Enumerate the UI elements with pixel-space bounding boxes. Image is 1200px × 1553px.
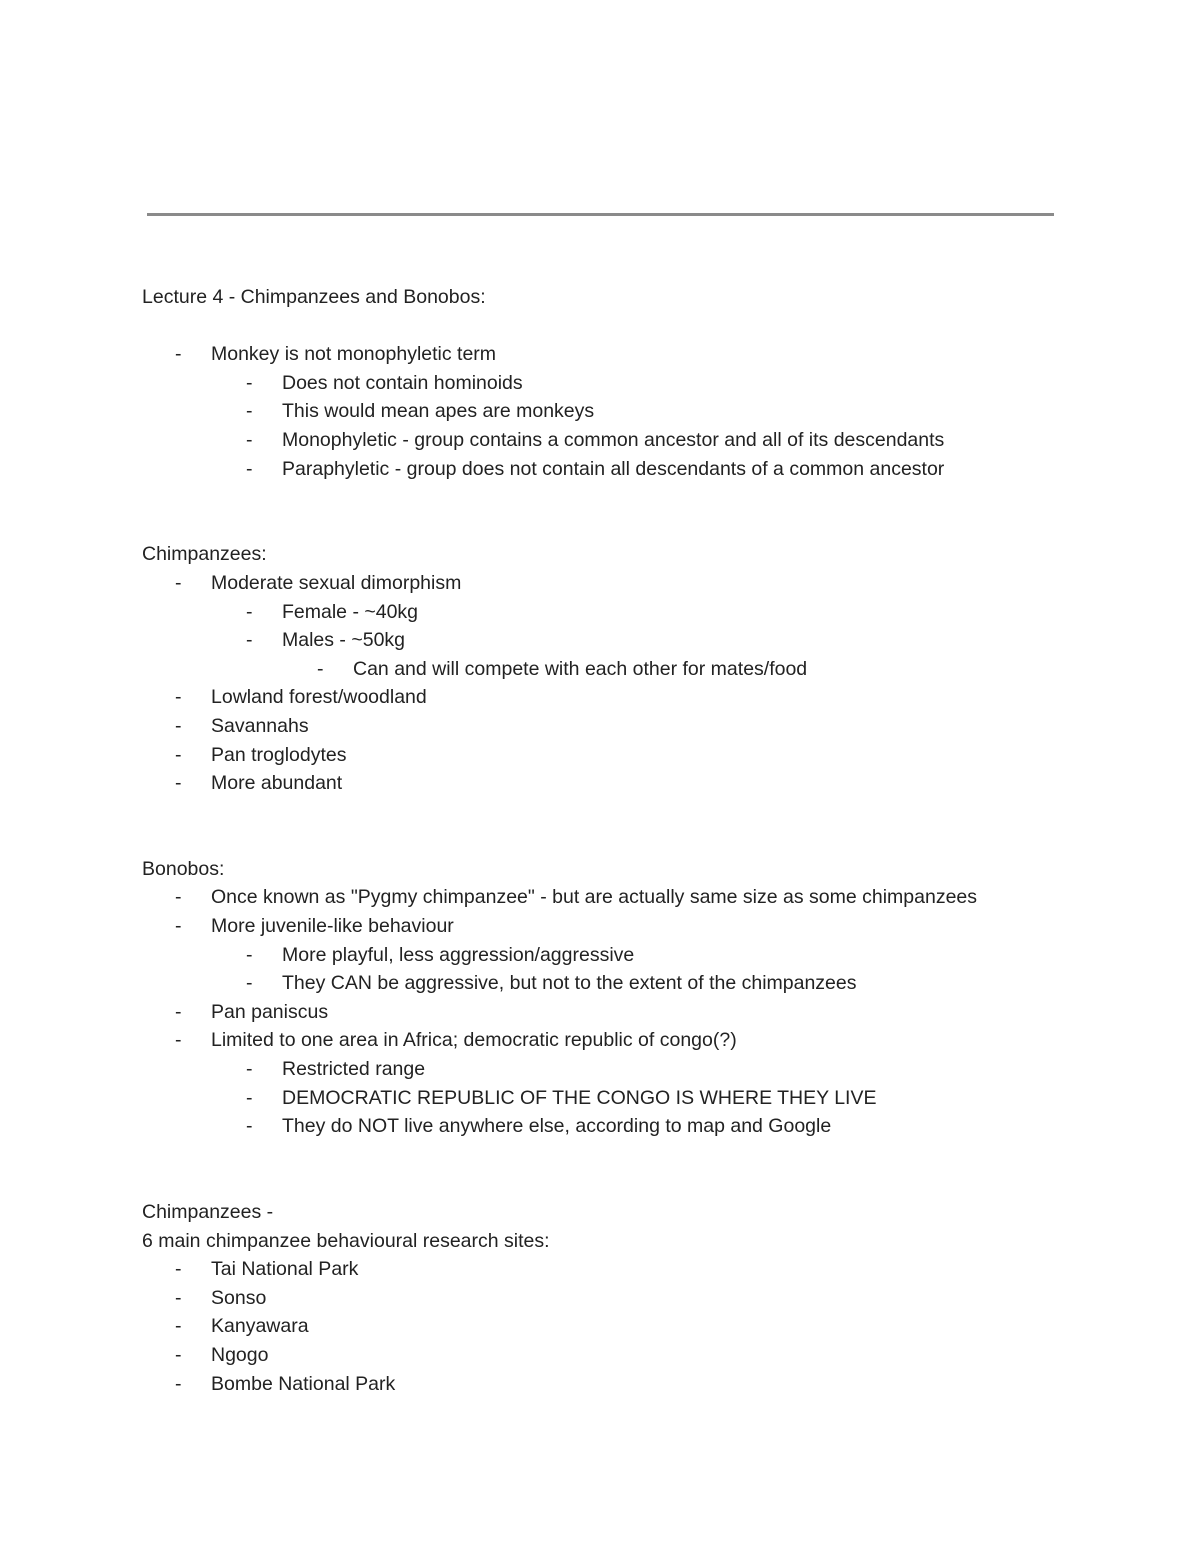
bullet-dash: - [246,1058,253,1081]
bullet-dash: - [246,600,253,623]
list-item [142,912,1142,941]
bullet-dash: - [175,1286,182,1309]
bullet-dash: - [175,1000,182,1023]
list-item-text: Monkey is not monophyletic term [211,343,497,366]
list-item [142,769,1142,798]
list-item-text: Does not contain hominoids [282,371,523,394]
list-item-text: Savannahs [211,714,309,737]
list-item-text: DEMOCRATIC REPUBLIC OF THE CONGO IS WHERE THEY LIVE [282,1086,877,1109]
bullet-dash: - [175,1315,182,1338]
list-item [142,712,1142,741]
horizontal-rule [147,213,1054,216]
list-item-text: Restricted range [282,1058,426,1081]
list-item-text: Monophyletic - group contains a common ancestor and all of its descendants [282,428,945,451]
spacer [142,312,1142,341]
section-heading-chimpanzees: Chimpanzees: [142,543,267,566]
list-item-text: They CAN be aggressive, but not to the extent of the chimpanzees [282,972,857,995]
spacer [142,1141,1142,1198]
list-item-text: Ngogo [211,1343,269,1366]
bullet-dash: - [317,657,324,680]
list-item [142,741,1142,770]
list-item-text: Lowland forest/woodland [211,686,427,709]
list-item [142,998,1142,1027]
list-item-text: Paraphyletic - group does not contain all descendants of a common ancestor [282,457,945,480]
bullet-dash: - [175,1343,182,1366]
bullet-dash: - [175,915,182,938]
list-item-text: Tai National Park [211,1258,359,1281]
list-item [142,369,1142,398]
list-item [142,340,1142,369]
list-item-text: Sonso [211,1286,267,1309]
list-item [142,1112,1142,1141]
list-item [142,683,1142,712]
list-item-text: Moderate sexual dimorphism [211,571,462,594]
list-item-text: More abundant [211,772,343,795]
list-item [142,598,1142,627]
spacer [142,798,1142,855]
section-heading-research: Chimpanzees - [142,1201,274,1223]
list-item-text: Pan troglodytes [211,743,347,766]
bullet-dash: - [175,714,182,737]
list-item [142,1284,1142,1313]
list-item [142,569,1142,598]
list-item-text: They do NOT live anywhere else, according to map and Google [282,1115,832,1138]
list-item [142,626,1142,655]
list-item [142,1055,1142,1084]
list-item-text: Males - ~50kg [282,629,406,652]
list-item-text: More juvenile-like behaviour [211,915,454,938]
list-item-text: Kanyawara [211,1315,309,1338]
list-item-text: Once known as "Pygmy chimpanzee" - but are actually same size as some chimpanzees [211,886,978,909]
bullet-dash: - [175,686,182,709]
list-item [142,969,1142,998]
bullet-dash: - [175,571,182,594]
bullet-dash: - [246,943,253,966]
bullet-dash: - [175,772,182,795]
list-item-text: Female - ~40kg [282,600,419,623]
bullet-dash: - [246,457,253,480]
section-heading-bonobos: Bonobos: [142,857,225,880]
list-item [142,1312,1142,1341]
bullet-dash: - [175,343,182,366]
list-item [142,883,1142,912]
bullet-dash: - [246,1115,253,1138]
list-item-text: Bombe National Park [211,1372,396,1395]
list-item [142,1341,1142,1370]
spacer [142,483,1142,540]
bullet-dash: - [246,371,253,394]
page-title: Lecture 4 - Chimpanzees and Bonobos: [142,286,486,308]
list-item [142,455,1142,484]
bullet-dash: - [246,629,253,652]
bullet-dash: - [175,1029,182,1052]
list-item [142,1084,1142,1113]
list-item-text: More playful, less aggression/aggressive [282,943,635,966]
section-subheading-research-sites: 6 main chimpanzee behavioural research sites: [142,1229,550,1252]
list-item-text: This would mean apes are monkeys [282,400,595,423]
bullet-dash: - [175,1258,182,1281]
list-item-text: Can and will compete with each other for mates/food [353,657,808,680]
list-item [142,397,1142,426]
lecture-notes [142,283,1142,1398]
list-item [142,1026,1142,1055]
bullet-dash: - [246,1086,253,1109]
bullet-dash: - [246,428,253,451]
bullet-dash: - [246,400,253,423]
list-item [142,1370,1142,1399]
bullet-dash: - [175,743,182,766]
list-item-text: Pan paniscus [211,1000,329,1023]
list-item-text: Limited to one area in Africa; democratic republic of congo(?) [211,1029,737,1052]
bullet-dash: - [175,1372,182,1395]
list-item [142,941,1142,970]
list-item [142,1255,1142,1284]
list-item [142,426,1142,455]
bullet-dash: - [246,972,253,995]
bullet-dash: - [175,886,182,909]
list-item [142,655,1142,684]
